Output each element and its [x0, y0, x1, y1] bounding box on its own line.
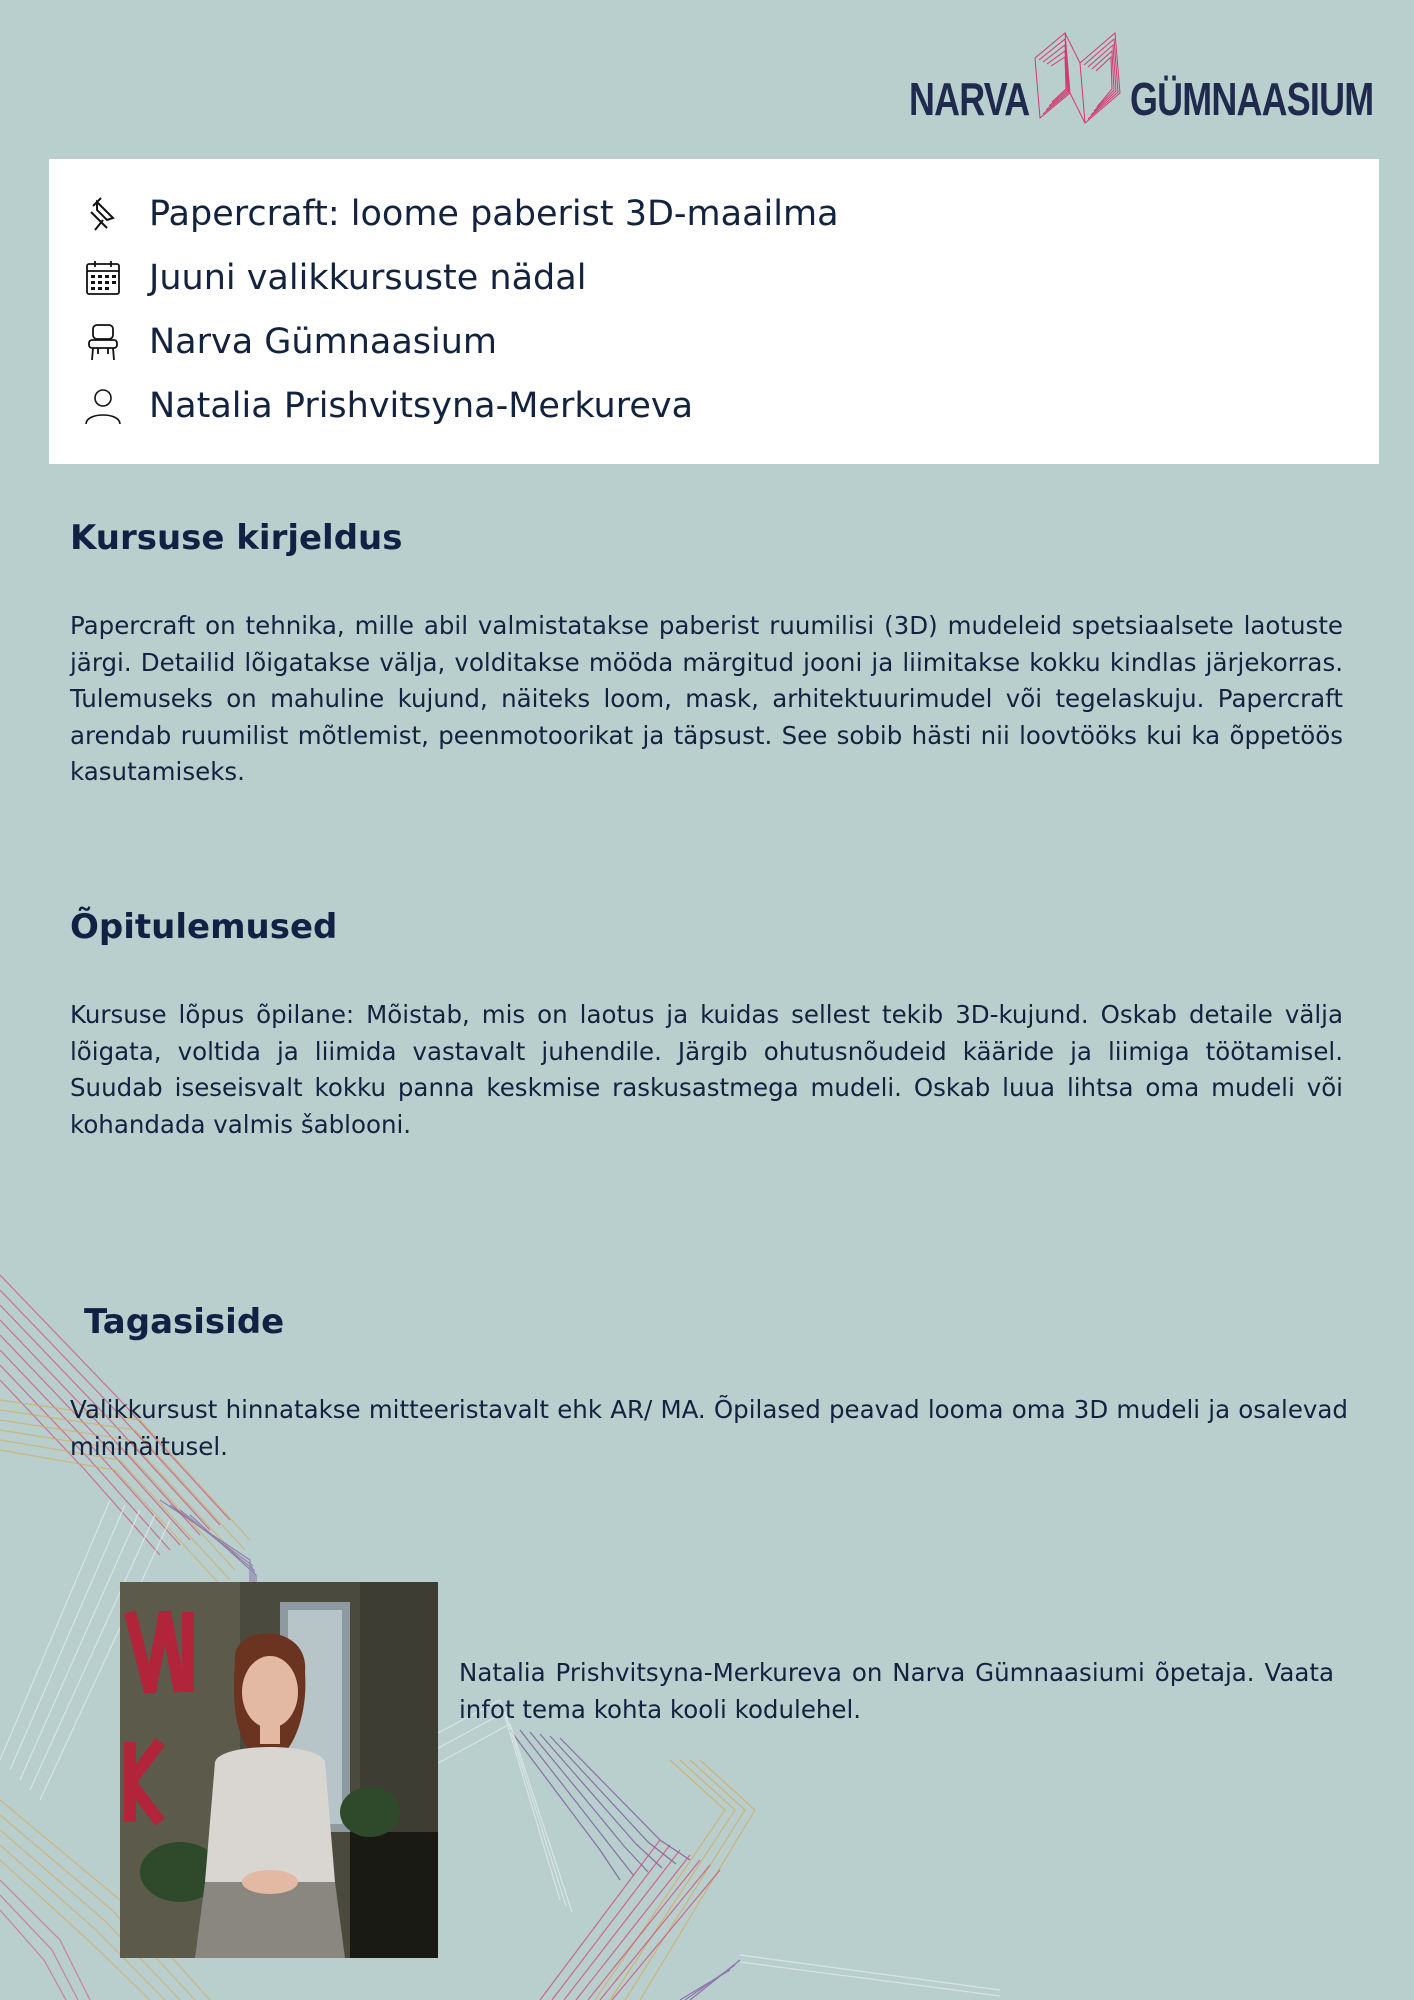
- description-text: Papercraft on tehnika, mille abil valmistatakse paberist ruumilisi (3D) mudeleid spetsiaalsete laotuste järgi. Detailid lõigatakse välja, volditakse mööda märgitud jooni ja liimitakse kokku kindlas järjekorras. Tulemuseks on mahuline kujund, näiteks loom, mask, arhitektuurimudel või tegelaskuju. Papercraft arendab ruumilist mõtlemist, peenmotoorikat ja täpsust. See sobib hästi nii loovtööks kui ka õppetöös kasutamiseks.: [70, 611, 1343, 786]
- calendar-icon: [83, 258, 123, 298]
- feedback-title: Tagasiside: [84, 1302, 285, 1342]
- info-row-course: [83, 189, 839, 239]
- logo-text-gymnasium: GÜMNAASIUM: [1130, 73, 1374, 125]
- logo-text-narva: NARVA: [909, 73, 1030, 125]
- school-name: Narva Gümnaasium: [149, 322, 498, 362]
- teacher-photo: [120, 1582, 438, 1958]
- teacher-name: Natalia Prishvitsyna-Merkureva: [149, 386, 694, 426]
- chair-icon: [83, 322, 123, 362]
- description-title: Kursuse kirjeldus: [70, 518, 403, 558]
- info-row-school: [83, 317, 497, 367]
- teacher-bio: Natalia Prishvitsyna-Merkureva on Narva Gümnaasiumi õpetaja. Vaata infot tema kohta kooli kodulehel.: [459, 1658, 1334, 1724]
- outcomes-title: Õpitulemused: [70, 907, 338, 947]
- outcomes-text: Kursuse lõpus õpilane: Mõistab, mis on laotus ja kuidas sellest tekib 3D-kujund. Oskab detaile välja lõigata, voltida ja liimida vastavalt juhendile. Järgib ohutusnõudeid kääride ja liimiga töötamisel. Suudab iseseisvalt kokku panna keskmise raskusastmega mudeli. Oskab luua lihtsa oma mudeli või kohandada valmis šablooni.: [70, 1000, 1343, 1139]
- pin-icon: [83, 194, 123, 234]
- course-title: Papercraft: loome paberist 3D-maailma: [149, 194, 839, 234]
- course-week: Juuni valikkursuste nädal: [149, 258, 587, 298]
- info-row-teacher: [83, 381, 693, 431]
- info-row-week: [83, 253, 586, 303]
- course-info-card: [49, 159, 1379, 464]
- feedback-text: Valikkursust hinnatakse mitteeristavalt ehk AR/ MA. Õpilased peavad looma oma 3D mudeli ja osalevad mininäitusel.: [70, 1395, 1348, 1461]
- person-icon: [83, 386, 123, 426]
- logo-mark-icon: [1025, 28, 1135, 128]
- school-logo: [905, 28, 1374, 128]
